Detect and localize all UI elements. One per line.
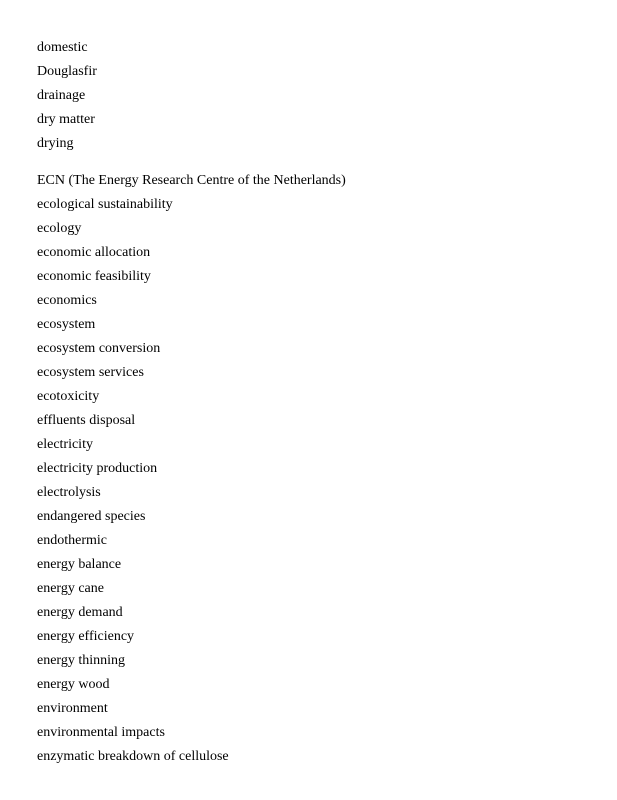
index-term: economics (37, 293, 97, 308)
index-term: drying (37, 136, 74, 151)
index-term: ecosystem conversion (37, 341, 161, 356)
index-term: effluents disposal (37, 413, 136, 428)
index-term: ecological sustainability (37, 197, 173, 212)
index-term: economic allocation (37, 245, 151, 260)
index-term: economic feasibility (37, 269, 151, 284)
index-term: ecosystem (37, 317, 96, 332)
index-term: Douglasfir (37, 64, 97, 79)
index-group-e (37, 169, 597, 769)
index-term: ecology (37, 221, 82, 236)
index-term: electricity production (37, 461, 158, 476)
index-group-d (37, 36, 597, 156)
index-term: enzymatic breakdown of cellulose (37, 749, 229, 764)
index-term: ecosystem services (37, 365, 144, 380)
index-term: endothermic (37, 533, 107, 548)
index-term: energy thinning (37, 653, 126, 668)
index-term: electricity (37, 437, 93, 452)
index-term: domestic (37, 40, 88, 55)
index-term: dry matter (37, 112, 95, 127)
index-term: energy demand (37, 605, 123, 620)
index-term: drainage (37, 88, 86, 103)
index-term: energy cane (37, 581, 104, 596)
index-term: environment (37, 701, 108, 716)
index-term: ecotoxicity (37, 389, 100, 404)
index-term: environmental impacts (37, 725, 165, 740)
index-page (37, 36, 597, 769)
index-term: energy efficiency (37, 629, 135, 644)
index-term: energy wood (37, 677, 110, 692)
index-term: electrolysis (37, 485, 101, 500)
index-term: energy balance (37, 557, 122, 572)
index-term: endangered species (37, 509, 146, 524)
index-term: ECN (The Energy Research Centre of the Netherlands) (37, 173, 346, 188)
